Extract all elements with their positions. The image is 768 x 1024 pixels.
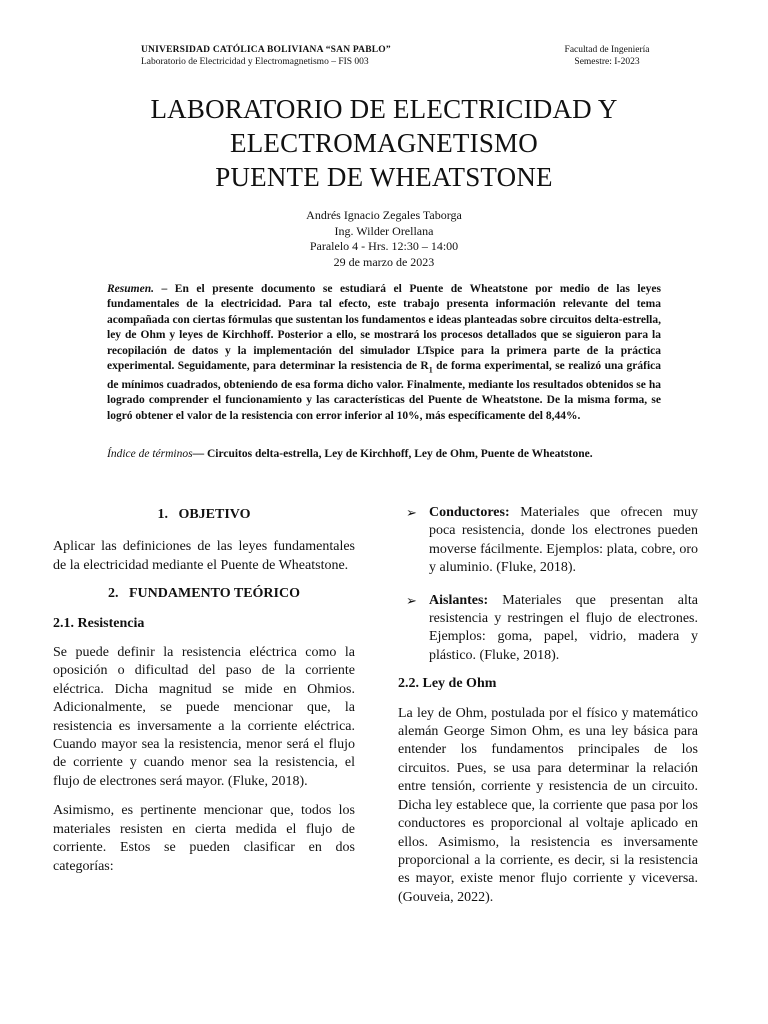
title-line-2: ELECTROMAGNETISMO — [230, 128, 538, 158]
header-right — [520, 44, 694, 68]
conductores-term: Conductores: — [429, 505, 510, 520]
university-name: UNIVERSIDAD CATÓLICA BOLIVIANA “SAN PABLO” — [141, 45, 391, 55]
subsection-heading-ohm: 2.2. Ley de Ohm — [398, 676, 497, 692]
subsection-heading-resistencia: 2.1. Resistencia — [53, 615, 145, 631]
resistencia-paragraph-1: Se puede definir la resistencia eléctrica como la oposición o dificultad del paso de la corriente eléctrica. Dicha magnitud se mide en Ohmios. Adicionalmente, se puede mencionar que, la resistencia es inversamente a la corriente eléctrica. Cuando mayor sea la resistencia, menor será el flujo de corriente y cuando menor sea la resistencia, el flujo de electrones será mayor. (Fluke, 2018). — [53, 645, 355, 789]
abstract-subscript: 1 — [428, 365, 433, 375]
objetivo-paragraph: Aplicar las definiciones de las leyes fundamentales de la electricidad mediante el Puente de Wheatstone. — [53, 539, 355, 573]
conductores-text: Materiales que ofrecen muy poca resistencia, donde los electrones pueden moverse fácilmente. Ejemplos: plata, cobre, oro y aluminio. (Fluke, 2018). — [429, 505, 698, 576]
section-heading-fundamento: 2. FUNDAMENTO TEÓRICO — [107, 586, 300, 602]
ohm-paragraph: La ley de Ohm, postulada por el físico y matemático alemán George Simon Ohm, es una ley básica para entender los fundamentos principales de los circuitos. Pues, se usa para determinar la relación entre tensión, corriente y resistencia de un circuito. Dicha ley establece que, la corriente que pasa por los conductores es proporcional al voltaje aplicado en ellos. Asimismo, la resistencia es inversamente proporcional a la corriente, es decir, si la resistencia es mayor, existe menor flujo corriente y viceversa. (Gouveia, 2022). — [398, 705, 698, 905]
list-item-aislantes — [398, 592, 698, 666]
semester-label: Semestre: I-2023 — [574, 57, 640, 67]
author-name: Andrés Ignacio Zegales Taborga — [306, 208, 462, 222]
title-line-3: PUENTE DE WHEATSTONE — [215, 162, 553, 192]
instructor-name: Ing. Wilder Orellana — [334, 223, 434, 238]
document-title — [0, 92, 768, 194]
right-column — [398, 504, 698, 907]
header-left — [141, 44, 391, 68]
arrow-bullet-icon: ➢ — [406, 592, 417, 608]
arrow-bullet-icon: ➢ — [406, 505, 417, 520]
list-item-conductores — [398, 504, 698, 578]
group-schedule: Paralelo 4 - Hrs. 12:30 – 14:00 — [309, 239, 459, 253]
author-block — [0, 208, 768, 270]
abstract — [107, 282, 661, 424]
index-terms-lead: Índice de términos — [107, 448, 193, 460]
abstract-lead: Resumen. — [107, 283, 154, 295]
left-column — [53, 506, 355, 876]
resistencia-paragraph-2: Asimismo, es pertinente mencionar que, todos los materiales resisten en cierta medida el flujo de corriente. Estos se pueden clasificar en dos categorías: — [53, 803, 355, 874]
index-terms-text: — Circuitos delta-estrella, Ley de Kirchhoff, Ley de Ohm, Puente de Wheatstone. — [192, 448, 593, 460]
title-line-1: LABORATORIO DE ELECTRICIDAD Y — [150, 94, 618, 124]
section-heading-objetivo: 1. OBJETIVO — [157, 507, 251, 522]
document-date: 29 de marzo de 2023 — [333, 254, 435, 269]
index-terms — [107, 447, 661, 462]
abstract-text-b: de forma experimental, se realizó una gráfica de mínimos cuadrados, obteniendo de esa forma dicho valor. Finalmente, mediante los resultados obtenidos se ha logrado comprender el funcionamiento y las características del Puente de Wheatstone. De la misma forma, se logró obtener el valor de la resistencia con error inferior al 10%, más específicamente del 8,44%. — [107, 360, 662, 422]
aislantes-term: Aislantes: — [429, 592, 489, 608]
lab-course-line: Laboratorio de Electricidad y Electromagnetismo – FIS 003 — [141, 57, 369, 67]
abstract-text-a: – En el presente documento se estudiará el Puente de Wheatstone por medio de las leyes fundamentales de la electricidad. Para tal efecto, este trabajo presenta información relevante del tema acompañada con ciertas fórmulas que sustentan los fundamentos e ideas planteadas sobre circuitos delta-estrella, ley de Ohm y leyes de Kirchhoff. Posterior a ello, se mostrará los procesos detallados que se siguieron para la recopilación de datos y la implementación del simulador LTspice para la primera parte de la práctica experimental. Seguidamente, para determinar la resistencia de R — [107, 283, 661, 373]
aislantes-text: Materiales que presentan alta resistencia y restringen el flujo de electrones. Ejemplos: goma, papel, vidrio, madera y plástico. (Fluke, 2018). — [429, 592, 698, 663]
faculty-name: Facultad de Ingeniería — [564, 45, 650, 55]
